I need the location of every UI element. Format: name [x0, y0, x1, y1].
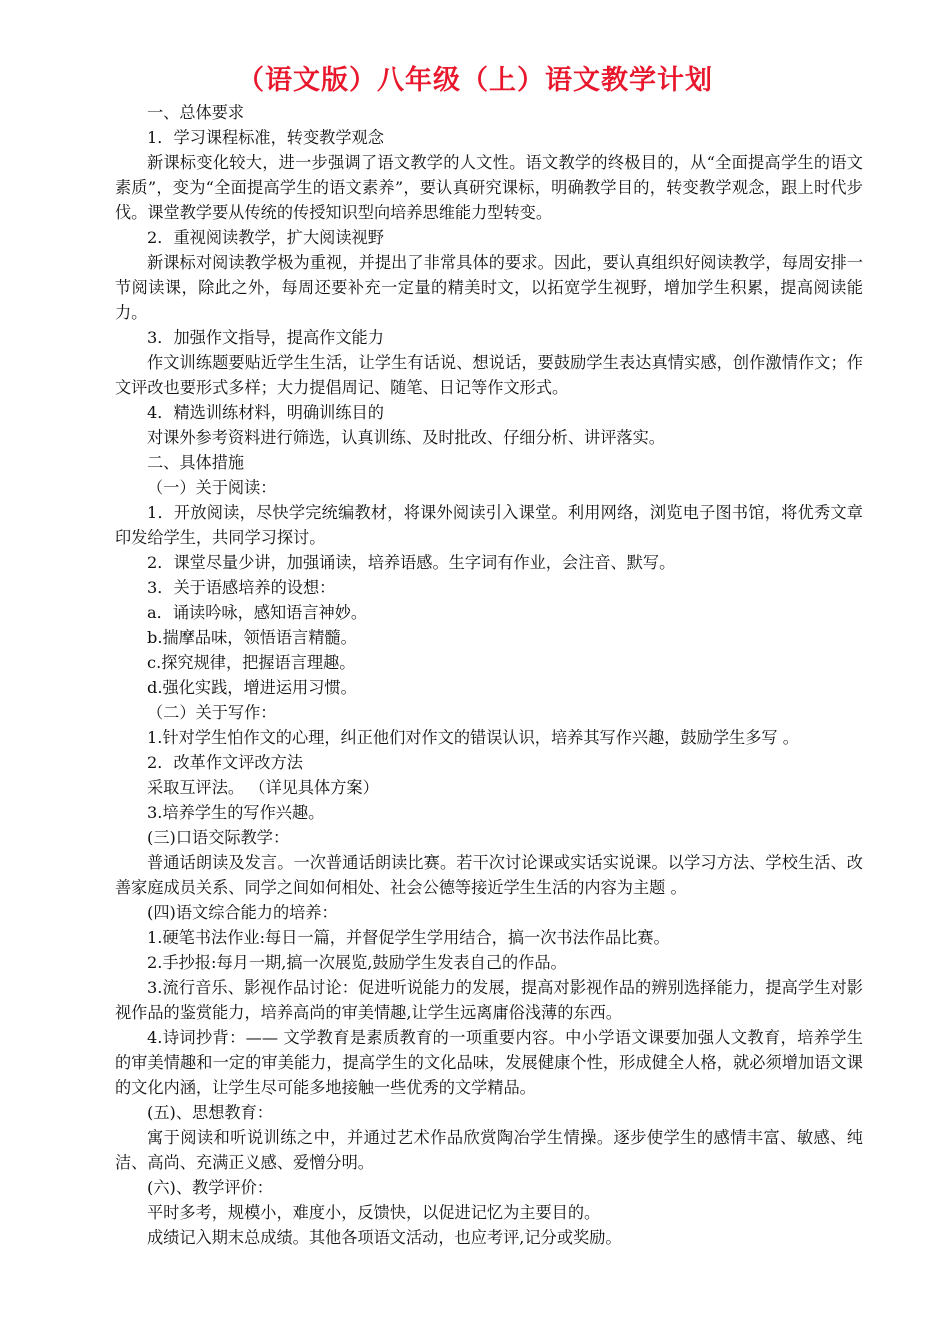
- paragraph: 二、具体措施: [147, 453, 245, 472]
- paragraph: 作文训练题要贴近学生生活，让学生有话说、想说话，要鼓励学生表达真情实感，创作激情作文；作文评改也要形式多样；大力提倡周记、随笔、日记等作文形式。: [115, 353, 863, 397]
- paragraph: 2．改革作文评改方法: [147, 753, 303, 772]
- paragraph: (四)语文综合能力的培养：: [147, 903, 338, 922]
- paragraph: 1．学习课程标准，转变教学观念: [147, 128, 384, 147]
- paragraph: 3.培养学生的写作兴趣。: [147, 803, 325, 822]
- paragraph: 3．加强作文指导，提高作文能力: [147, 328, 384, 347]
- paragraph: 1．开放阅读，尽快学完统编教材，将课外阅读引入课堂。利用网络，浏览电子图书馆，将优秀文章印发给学生，共同学习探讨。: [115, 503, 863, 547]
- paragraph: 一、总体要求: [147, 103, 245, 122]
- paragraph: （一）关于阅读：: [147, 478, 277, 497]
- paragraph: a．诵读吟咏，感知语言神妙。: [147, 603, 368, 622]
- paragraph: 4．精选训练材料，明确训练目的: [147, 403, 384, 422]
- paragraph: 平时多考，规模小，难度小，反馈快，以促进记忆为主要目的。: [147, 1203, 601, 1222]
- paragraph: (五)、思想教育：: [147, 1103, 273, 1122]
- paragraph: 新课标变化较大，进一步强调了语文教学的人文性。语文教学的终极目的，从“全面提高学生的语文素质”，变为“全面提高学生的语文素养”，要认真研究课标，明确教学目的，转变教学观念，跟上时代步伐。课堂教学要从传统的传授知识型向培养思维能力型转变。: [115, 153, 863, 222]
- paragraph: 普通话朗读及发言。一次普通话朗读比赛。若干次讨论课或实话实说课。以学习方法、学校生活、改善家庭成员关系、同学之间如何相处、社会公德等接近学生生活的内容为主题 。: [115, 853, 863, 897]
- paragraph: 对课外参考资料进行筛选，认真训练、及时批改、仔细分析、讲评落实。: [147, 428, 665, 447]
- paragraph: (三)口语交际教学：: [147, 828, 290, 847]
- document-title: （语文版）八年级（上）语文教学计划: [237, 65, 713, 96]
- paragraph: 3．关于语感培养的设想：: [147, 578, 336, 597]
- paragraph: 1.针对学生怕作文的心理，纠正他们对作文的错误认识，培养其写作兴趣，鼓励学生多写 。: [147, 728, 799, 747]
- paragraph: d.强化实践，增进运用习惯。: [147, 678, 357, 697]
- paragraph: b.揣摩品味，领悟语言精髓。: [147, 628, 357, 647]
- paragraph: （二）关于写作：: [147, 703, 277, 722]
- paragraph: 2.手抄报:每月一期,搞一次展览,鼓励学生发表自己的作品。: [147, 953, 567, 972]
- paragraph: 寓于阅读和听说训练之中，并通过艺术作品欣赏陶冶学生情操。逐步使学生的感情丰富、敏感、纯洁、高尚、充满正义感、爱憎分明。: [115, 1128, 863, 1172]
- paragraph: (六)、教学评价：: [147, 1178, 273, 1197]
- paragraph: 2．重视阅读教学，扩大阅读视野: [147, 228, 384, 247]
- paragraph: 2．课堂尽量少讲，加强诵读，培养语感。生字词有作业，会注音、默写。: [147, 553, 676, 572]
- paragraph: 新课标对阅读教学极为重视，并提出了非常具体的要求。因此，要认真组织好阅读教学，每周安排一节阅读课，除此之外，每周还要补充一定量的精美时文，以拓宽学生视野，增加学生积累，提高阅读能力。: [115, 253, 863, 322]
- document-body: [115, 100, 863, 1250]
- paragraph: c.探究规律，把握语言理趣。: [147, 653, 356, 672]
- paragraph: 1.硬笔书法作业:每日一篇，并督促学生学用结合，搞一次书法作品比赛。: [147, 928, 670, 947]
- paragraph: 采取互评法。 （详见具体方案）: [147, 778, 379, 797]
- paragraph: 3.流行音乐、影视作品讨论：促进听说能力的发展，提高对影视作品的辨别选择能力，提高学生对影视作品的鉴赏能力，培养高尚的审美情趣,让学生远离庸俗浅薄的东西。: [115, 978, 863, 1022]
- paragraph: 成绩记入期末总成绩。其他各项语文活动，也应考评,记分或奖励。: [147, 1228, 622, 1247]
- paragraph: 4.诗词抄背：—— 文学教育是素质教育的一项重要内容。中小学语文课要加强人文教育，培养学生的审美情趣和一定的审美能力，提高学生的文化品味，发展健康个性，形成健全人格，就必须增加语文课的文化内涵，让学生尽可能多地接触一些优秀的文学精品。: [115, 1028, 863, 1097]
